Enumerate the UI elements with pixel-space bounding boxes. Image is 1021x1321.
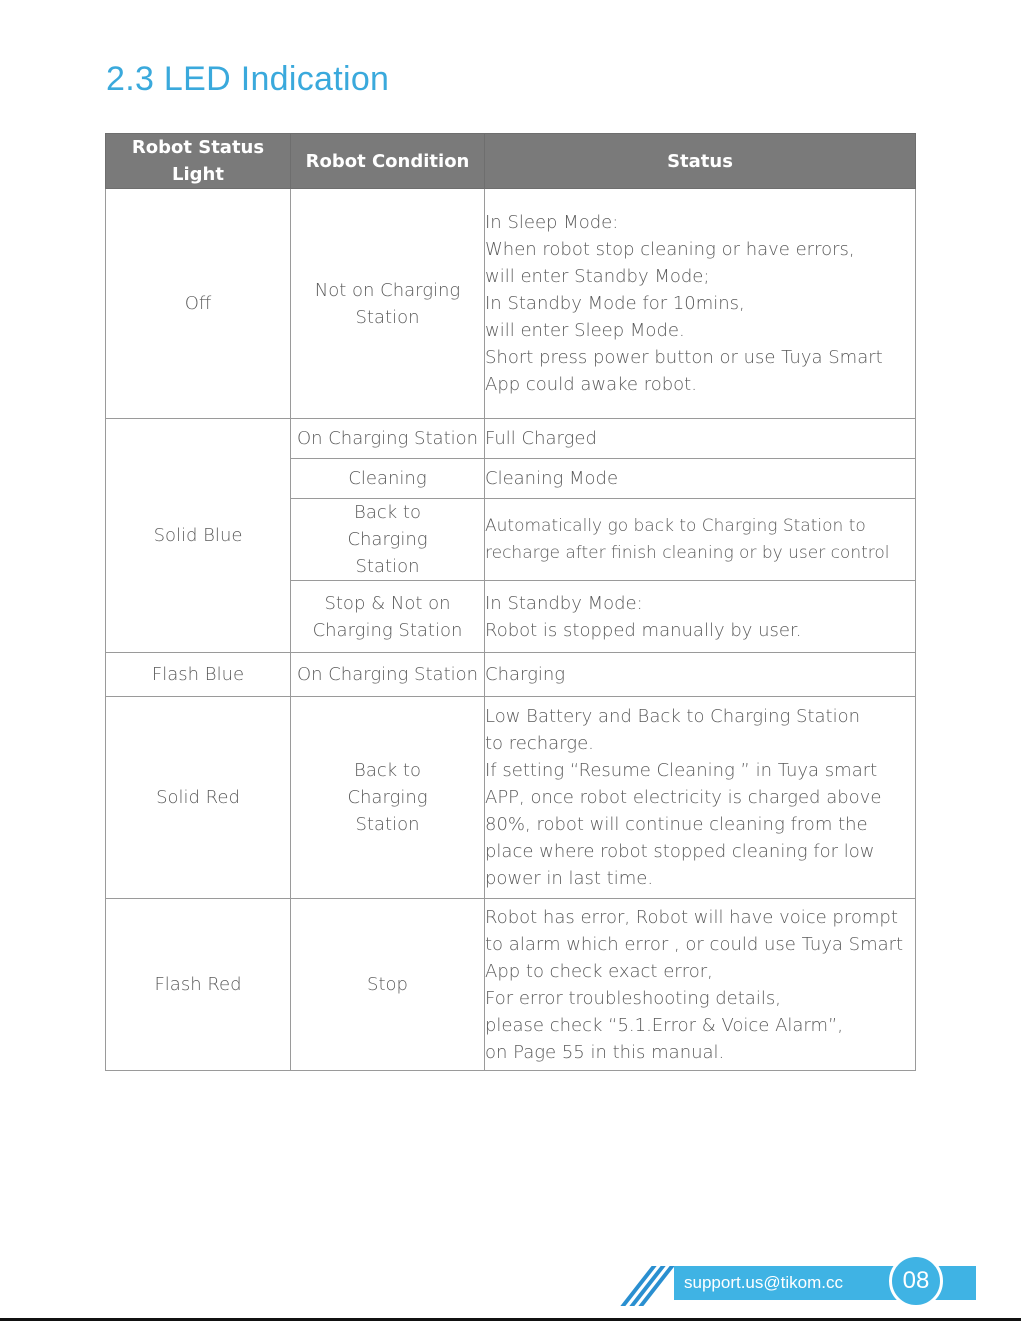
condition-on-charging-station: On Charging Station bbox=[291, 653, 485, 697]
header-robot-condition: Robot Condition bbox=[291, 134, 485, 189]
status-line: Full Charged bbox=[485, 428, 597, 449]
table-row bbox=[106, 653, 916, 697]
support-email: support.us@tikom.cc bbox=[684, 1273, 843, 1292]
status-line: In Standby Mode: bbox=[485, 592, 643, 614]
status-line: will enter Sleep Mode. bbox=[485, 320, 685, 341]
status-line: power in last time. bbox=[485, 868, 654, 889]
status-line: place where robot stopped cleaning for low bbox=[485, 841, 875, 862]
status-line: to alarm which error , or could use Tuya Smart bbox=[485, 933, 904, 955]
status-sleep-mode bbox=[485, 189, 916, 419]
page-number-badge: 08 bbox=[889, 1254, 943, 1308]
light-off: Off bbox=[106, 189, 291, 419]
status-line: In Sleep Mode: bbox=[485, 212, 619, 233]
condition-stop: Stop bbox=[291, 899, 485, 1071]
light-flash-blue: Flash Blue bbox=[106, 653, 291, 697]
status-line: Low Battery and Back to Charging Station bbox=[485, 706, 861, 727]
status-line: will enter Standby Mode; bbox=[485, 266, 710, 287]
status-line: on Page 55 in this manual. bbox=[485, 1041, 725, 1063]
status-error bbox=[485, 899, 916, 1071]
status-line: App to check exact error, bbox=[485, 960, 713, 982]
table-row bbox=[106, 419, 916, 459]
status-line: For error troubleshooting details, bbox=[485, 987, 781, 1009]
table-row bbox=[106, 899, 916, 1071]
header-status: Status bbox=[485, 134, 916, 189]
condition-back-to-charging-station: Back to Charging Station bbox=[291, 499, 485, 581]
light-solid-blue: Solid Blue bbox=[106, 419, 291, 653]
table-row bbox=[106, 189, 916, 419]
status-line: When robot stop cleaning or have errors, bbox=[485, 239, 855, 260]
status-charging bbox=[485, 653, 916, 697]
condition-stop-not-on-charging-station: Stop & Not on Charging Station bbox=[291, 581, 485, 653]
status-line: Robot has error, Robot will have voice prompt bbox=[485, 906, 898, 928]
table-row bbox=[106, 697, 916, 899]
header-robot-status-light: Robot Status Light bbox=[106, 134, 291, 189]
led-indication-table bbox=[105, 133, 916, 1071]
condition-on-charging-station: On Charging Station bbox=[291, 419, 485, 459]
status-line: Robot is stopped manually by user. bbox=[485, 619, 802, 641]
status-cleaning-mode bbox=[485, 459, 916, 499]
status-standby-mode bbox=[485, 581, 916, 653]
status-line: APP, once robot electricity is charged above bbox=[485, 787, 882, 808]
status-line: In Standby Mode for 10mins, bbox=[485, 293, 745, 314]
status-low-battery bbox=[485, 697, 916, 899]
status-line: Charging bbox=[485, 664, 566, 685]
status-auto-return bbox=[485, 499, 916, 581]
condition-cleaning: Cleaning bbox=[291, 459, 485, 499]
condition-not-on-charging-station: Not on Charging Station bbox=[291, 189, 485, 419]
status-line: to recharge. bbox=[485, 733, 594, 754]
status-line: Automatically go back to Charging Station to bbox=[485, 515, 866, 536]
light-flash-red: Flash Red bbox=[106, 899, 291, 1071]
page-title: 2.3 LED Indication bbox=[106, 60, 390, 98]
light-solid-red: Solid Red bbox=[106, 697, 291, 899]
status-line: Short press power button or use Tuya Smart bbox=[485, 347, 883, 368]
status-line: please check “5.1.Error & Voice Alarm”, bbox=[485, 1014, 844, 1036]
condition-back-to-charging-station: Back to Charging Station bbox=[291, 697, 485, 899]
status-line: recharge after finish cleaning or by user control bbox=[485, 542, 890, 563]
table-header-row bbox=[106, 134, 916, 189]
status-line: If setting “Resume Cleaning ” in Tuya smart bbox=[485, 760, 878, 781]
status-line: Cleaning Mode bbox=[485, 468, 619, 489]
status-line: 80%, robot will continue cleaning from the bbox=[485, 814, 868, 835]
status-full-charged bbox=[485, 419, 916, 459]
status-line: App could awake robot. bbox=[485, 374, 697, 395]
